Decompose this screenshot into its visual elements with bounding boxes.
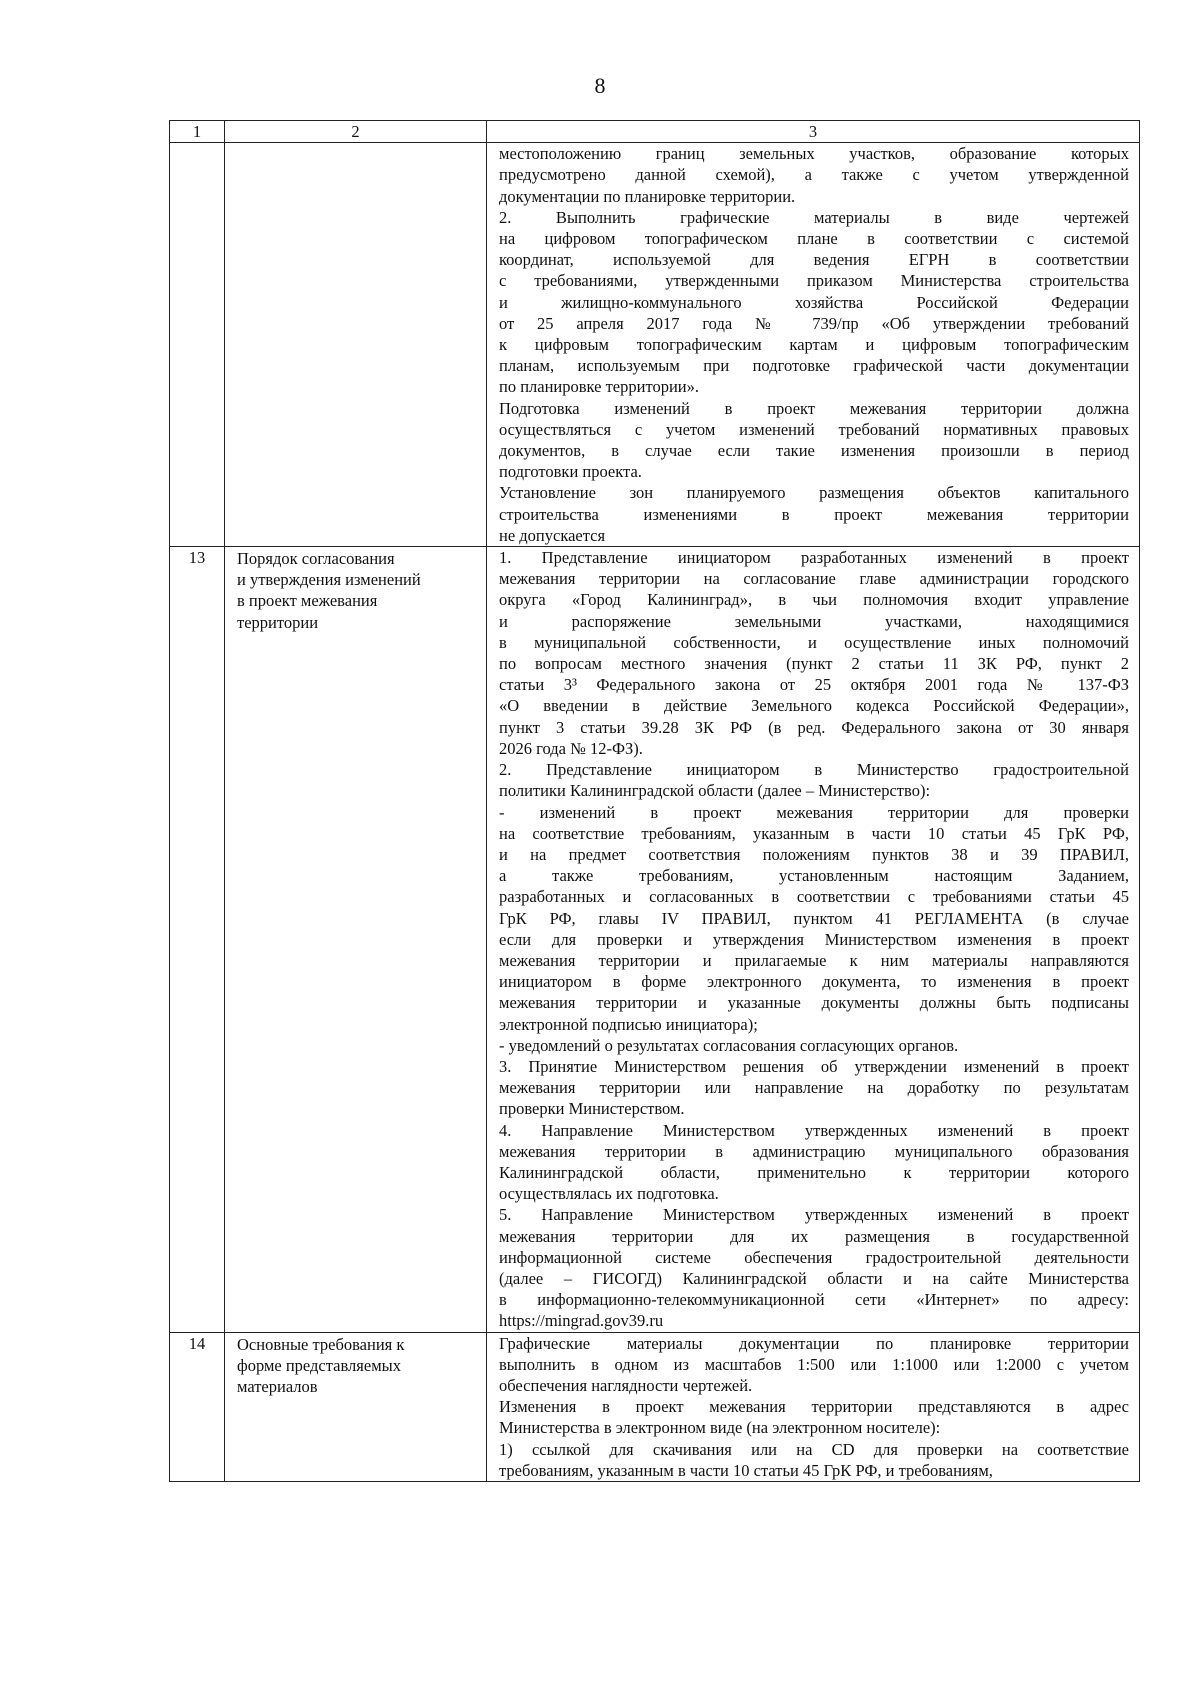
text-line: - изменений в проект межевания территории для проверки: [499, 802, 1129, 822]
row-name-line: и утверждения изменений: [237, 570, 421, 590]
text-line: https://mingrad.gov39.ru: [499, 1311, 664, 1331]
text-line: на соответствие требованиям, указанным в части 10 статьи 45 ГрК РФ,: [499, 823, 1129, 843]
text-line: разработанных и согласованных в соответствии с требованиями статьи 45: [499, 887, 1129, 907]
text-line: предусмотрено данной схемой), а также с учетом утвержденной: [499, 165, 1129, 185]
text-line: межевания территории для их размещения в государственной: [499, 1226, 1129, 1246]
text-line: (далее – ГИСОГД) Калининградской области и на сайте Министерства: [499, 1268, 1129, 1288]
text-line: осуществляться с учетом изменений требований нормативных правовых: [499, 419, 1129, 439]
text-line: - уведомлений о результатах согласования согласующих органов.: [499, 1035, 959, 1055]
text-line: документации по планировке территории.: [499, 186, 796, 206]
text-line: координат, используемой для ведения ЕГРН в соответствии: [499, 250, 1129, 270]
text-line: 2. Представление инициатором в Министерство градостроительной: [499, 760, 1129, 780]
text-line: в информационно-телекоммуникационной сети «Интернет» по адресу:: [499, 1290, 1129, 1310]
row-content-cell: [487, 547, 1140, 1333]
text-line: проверки Министерством.: [499, 1099, 685, 1119]
text-line: 5. Направление Министерством утвержденных изменений в проект: [499, 1205, 1129, 1225]
text-line: Министерства в электронном виде (на электронном носителе):: [499, 1418, 941, 1438]
table-row-13: [170, 547, 1140, 1333]
text-line: межевания территории и прилагаемые к ним материалы направляются: [499, 950, 1129, 970]
text-line: по вопросам местного значения (пункт 2 статьи 11 ЗК РФ, пункт 2: [499, 654, 1129, 674]
text-line: обеспечения наглядности чертежей.: [499, 1375, 753, 1395]
text-line: в муниципальной собственности, и осуществление иных полномочий: [499, 632, 1129, 652]
text-line: инициатором в форме электронного документа, то изменения в проект: [499, 972, 1129, 992]
text-line: от 25 апреля 2017 года № 739/пр «Об утверждении требований: [499, 313, 1129, 333]
table-row-continuation: [170, 143, 1140, 547]
text-line: и на предмет соответствия положениям пунктов 38 и 39 ПРАВИЛ,: [499, 844, 1129, 864]
text-line: 2026 года № 12-ФЗ).: [499, 738, 643, 758]
text-line: если для проверки и утверждения Министерством изменения в проект: [499, 929, 1129, 949]
text-line: Установление зон планируемого размещения объектов капитального: [499, 483, 1129, 503]
row-name-line: в проект межевания: [237, 591, 378, 611]
row-name-cell: [225, 1332, 487, 1481]
text-line: политики Калининградской области (далее – Министерство):: [499, 781, 931, 801]
row-content-cell: [487, 1332, 1140, 1481]
text-line: по планировке территории».: [499, 377, 699, 397]
row-number-cell: [170, 143, 225, 547]
text-line: округа «Город Калининград», в чьи полномочия входит управление: [499, 590, 1129, 610]
text-line: межевания территории и указанные документы должны быть подписаны: [499, 993, 1129, 1013]
row-name-line: Основные требования к: [237, 1334, 405, 1354]
text-line: Изменения в проект межевания территории представляются в адрес: [499, 1397, 1129, 1417]
text-line: пункт 3 статьи 39.28 ЗК РФ (в ред. Федерального закона от 30 января: [499, 717, 1129, 737]
text-line: требованиям, указанным в части 10 статьи 45 ГрК РФ, и требованиям,: [499, 1460, 993, 1480]
text-line: ГрК РФ, главы IV ПРАВИЛ, пунктом 41 РЕГЛАМЕНТА (в случае: [499, 908, 1129, 928]
table-row-14: [170, 1332, 1140, 1481]
requirements-table: [169, 120, 1140, 1482]
row-name-line: форме представляемых: [237, 1355, 401, 1375]
text-line: подготовки проекта.: [499, 462, 642, 482]
text-line: и распоряжение земельными участками, находящимися: [499, 611, 1129, 631]
text-line: планам, используемым при подготовке графической части документации: [499, 356, 1129, 376]
header-col-3: 3: [487, 121, 1140, 143]
table-header-row: [170, 121, 1140, 143]
header-col-2: 2: [225, 121, 487, 143]
text-line: межевания территории или направление на доработку по результатам: [499, 1078, 1129, 1098]
text-line: статьи 3³ Федерального закона от 25 октября 2001 года № 137-ФЗ: [499, 675, 1129, 695]
page-number: 8: [594, 73, 606, 98]
text-line: 2. Выполнить графические материалы в виде чертежей: [499, 207, 1129, 227]
text-line: с требованиями, утвержденными приказом Министерства строительства: [499, 271, 1129, 291]
row-number-cell: 14: [170, 1332, 225, 1481]
text-line: не допускается: [499, 525, 606, 545]
text-line: строительства изменениями в проект межевания территории: [499, 504, 1129, 524]
text-line: информационной системе обеспечения градостроительной деятельности: [499, 1247, 1129, 1267]
text-line: 4. Направление Министерством утвержденных изменений в проект: [499, 1120, 1129, 1140]
text-line: Подготовка изменений в проект межевания территории должна: [499, 398, 1129, 418]
text-line: на цифровом топографическом плане в соответствии с системой: [499, 229, 1129, 249]
text-line: 1) ссылкой для скачивания или на CD для проверки на соответствие: [499, 1439, 1129, 1459]
row-name-line: Порядок согласования: [237, 549, 395, 569]
row-name-cell: [225, 547, 487, 1333]
text-line: Калининградской области, применительно к территории которого: [499, 1162, 1129, 1182]
row-name-cell: [225, 143, 487, 547]
text-line: а также требованиям, установленным настоящим Заданием,: [499, 866, 1129, 886]
header-col-1: 1: [170, 121, 225, 143]
text-line: осуществлялась их подготовка.: [499, 1184, 719, 1204]
text-line: местоположению границ земельных участков, образование которых: [499, 144, 1129, 164]
row-content-cell: [487, 143, 1140, 547]
text-line: «О введении в действие Земельного кодекса Российской Федерации»,: [499, 696, 1129, 716]
text-line: 1. Представление инициатором разработанных изменений в проект: [499, 548, 1129, 568]
text-line: Графические материалы документации по планировке территории: [499, 1333, 1129, 1353]
text-line: документов, в случае если такие изменения произошли в период: [499, 441, 1129, 461]
text-line: межевания территории на согласование главе администрации городского: [499, 569, 1129, 589]
text-line: и жилищно-коммунального хозяйства Российской Федерации: [499, 292, 1129, 312]
row-number-cell: 13: [170, 547, 225, 1333]
text-line: электронной подписью инициатора);: [499, 1014, 758, 1034]
text-line: межевания территории в администрацию муниципального образования: [499, 1141, 1129, 1161]
text-line: 3. Принятие Министерством решения об утверждении изменений в проект: [499, 1056, 1129, 1076]
text-line: выполнить в одном из масштабов 1:500 или 1:1000 или 1:2000 с учетом: [499, 1354, 1129, 1374]
row-name-line: территории: [237, 612, 319, 632]
text-line: к цифровым топографическим картам и цифровым топографическим: [499, 335, 1129, 355]
row-name-line: материалов: [237, 1376, 318, 1396]
